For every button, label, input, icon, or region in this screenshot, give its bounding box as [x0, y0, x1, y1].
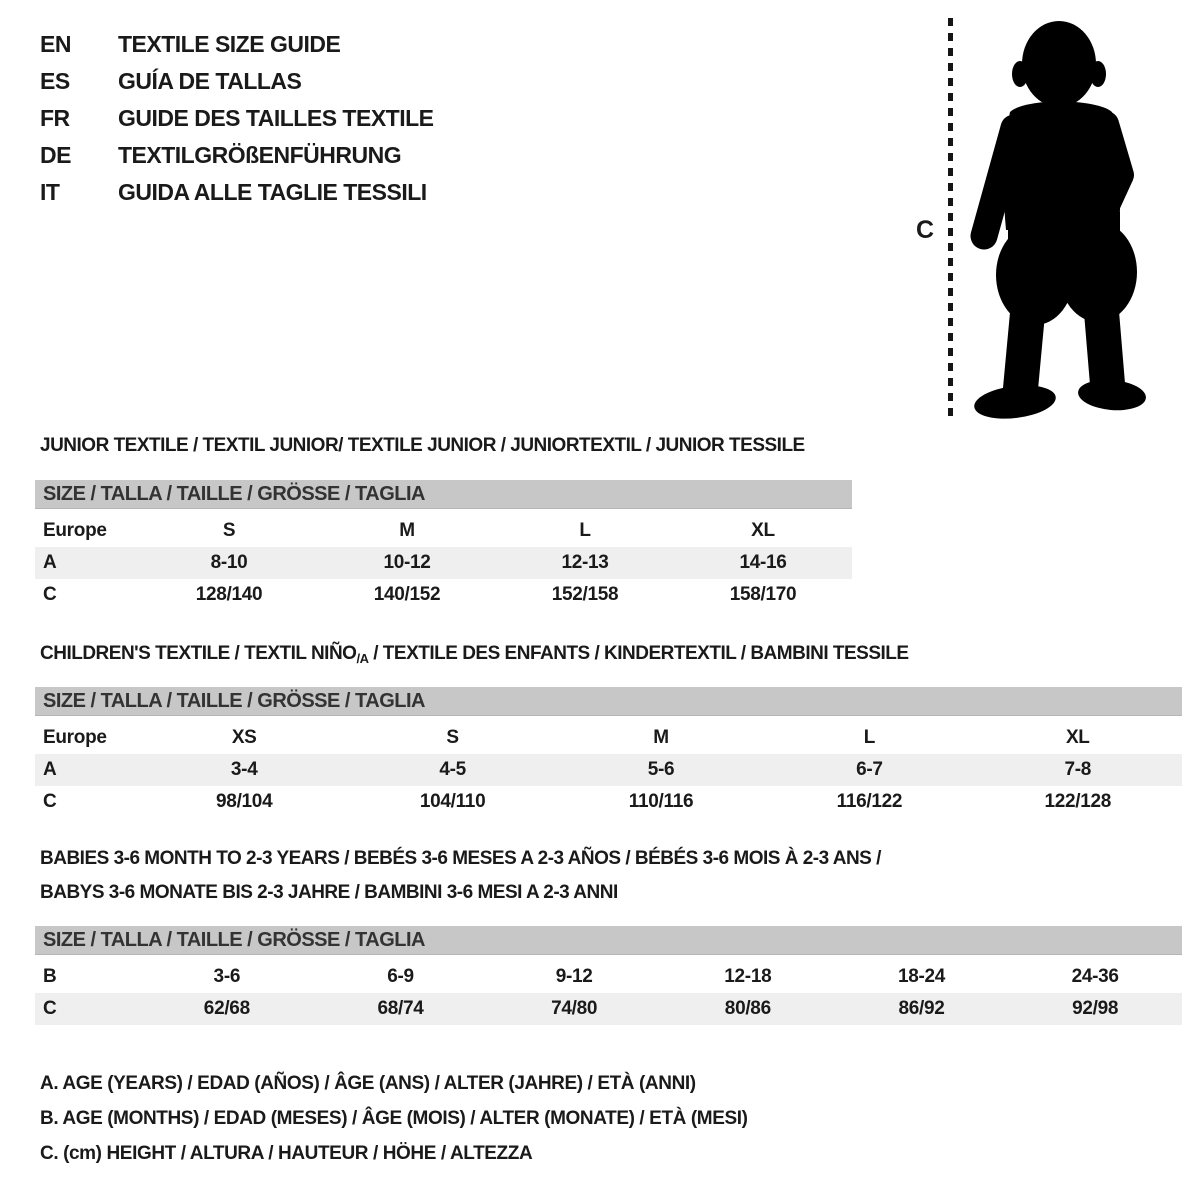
table-cell: 62/68 — [203, 998, 250, 1019]
table-cell: C — [43, 584, 57, 605]
table-cell: 122/128 — [1044, 791, 1112, 812]
language-title: GUIDE DES TAILLES TEXTILE — [118, 105, 434, 131]
children-title-pre: CHILDREN'S TEXTILE / TEXTIL NIÑO — [40, 643, 357, 664]
junior-size-table — [35, 480, 852, 611]
language-code: IT — [40, 179, 60, 205]
table-cell: XL — [751, 520, 775, 541]
table-cell: Europe — [43, 520, 107, 541]
children-section-title — [40, 643, 909, 666]
table-cell: 18-24 — [897, 966, 946, 987]
size-header-bar: SIZE / TALLA / TAILLE / GRÖSSE / TAGLIA — [35, 480, 852, 509]
table-cell: L — [863, 727, 876, 748]
junior-section-title: JUNIOR TEXTILE / TEXTIL JUNIOR/ TEXTILE JUNIOR / JUNIORTEXTIL / JUNIOR TESSILE — [40, 435, 805, 456]
table-cell: 3-6 — [213, 966, 241, 987]
table-cell: 8-10 — [210, 552, 248, 573]
table-row — [35, 579, 852, 611]
height-measure-dashed-line — [948, 18, 953, 416]
size-header-bar: SIZE / TALLA / TAILLE / GRÖSSE / TAGLIA — [35, 687, 1182, 716]
table-cell: 74/80 — [551, 998, 598, 1019]
babies-title-line2: BABYS 3-6 MONATE BIS 2-3 JAHRE / BAMBINI 3-6 MESI A 2-3 ANNI — [40, 882, 618, 903]
table-cell: 6-7 — [856, 759, 883, 780]
language-row-fr — [40, 100, 434, 137]
language-row-en — [40, 26, 434, 63]
toddler-silhouette-image — [962, 12, 1152, 422]
table-cell: 98/104 — [216, 791, 273, 812]
table-cell: XL — [1065, 727, 1090, 748]
table-row — [35, 722, 1182, 754]
table-cell: 140/152 — [373, 584, 441, 605]
table-cell: L — [579, 520, 591, 541]
table-cell: 110/116 — [628, 791, 694, 812]
table-cell: S — [222, 520, 236, 541]
table-cell: 14-16 — [739, 552, 787, 573]
table-cell: C — [43, 998, 57, 1019]
table-cell: 86/92 — [898, 998, 945, 1019]
table-cell: 5-6 — [647, 759, 675, 780]
children-title-post: / TEXTILE DES ENFANTS / KINDERTEXTIL / BAMBINI TESSILE — [368, 643, 909, 664]
legend-line-b: B. AGE (MONTHS) / EDAD (MESES) / ÂGE (MOIS) / ALTER (MONATE) / ETÀ (MESI) — [40, 1108, 748, 1129]
language-row-de — [40, 137, 434, 174]
table-cell: 80/86 — [724, 998, 771, 1019]
table-cell: 3-4 — [230, 759, 258, 780]
table-row — [35, 786, 1182, 818]
table-cell: B — [43, 966, 57, 987]
children-title-subscript: /A — [356, 651, 369, 666]
language-title: GUIDA ALLE TAGLIE TESSILI — [118, 179, 427, 205]
table-cell: 158/170 — [729, 584, 797, 605]
table-cell: M — [399, 520, 415, 541]
table-cell: 7-8 — [1064, 759, 1092, 780]
table-row — [35, 515, 852, 547]
size-header-bar: SIZE / TALLA / TAILLE / GRÖSSE / TAGLIA — [35, 926, 1182, 955]
table-cell: A — [43, 759, 57, 780]
table-row — [35, 547, 852, 579]
table-cell: 10-12 — [383, 552, 431, 573]
table-cell: 9-12 — [555, 966, 593, 987]
babies-section-title — [40, 842, 881, 910]
table-cell: A — [43, 552, 57, 573]
language-title: TEXTILE SIZE GUIDE — [118, 31, 341, 57]
language-title: TEXTILGRÖßENFÜHRUNG — [118, 142, 402, 168]
table-cell: 12-18 — [724, 966, 772, 987]
babies-size-table — [35, 926, 1182, 1025]
table-row — [35, 993, 1182, 1025]
language-code: ES — [40, 68, 70, 94]
table-cell: Europe — [43, 727, 107, 748]
children-size-table — [35, 687, 1182, 818]
language-row-es — [40, 63, 434, 100]
language-list — [40, 26, 434, 211]
table-cell: 12-13 — [561, 552, 609, 573]
height-measure-label: C — [916, 216, 935, 244]
table-cell: 152/158 — [551, 584, 619, 605]
table-cell: C — [43, 791, 57, 812]
language-code: EN — [40, 31, 71, 57]
table-cell: 116/122 — [836, 791, 903, 812]
table-cell: 128/140 — [195, 584, 263, 605]
table-cell: 6-9 — [387, 966, 414, 987]
table-cell: 68/74 — [377, 998, 424, 1019]
table-cell: XS — [231, 727, 257, 748]
language-code: DE — [40, 142, 71, 168]
legend-line-c: C. (cm) HEIGHT / ALTURA / HAUTEUR / HÖHE / ALTEZZA — [40, 1143, 533, 1164]
table-cell: 92/98 — [1072, 998, 1119, 1019]
language-code: FR — [40, 105, 70, 131]
table-cell: 104/110 — [419, 791, 486, 812]
language-title: GUÍA DE TALLAS — [118, 68, 302, 94]
table-row — [35, 754, 1182, 786]
legend-line-a: A. AGE (YEARS) / EDAD (AÑOS) / ÂGE (ANS) / ALTER (JAHRE) / ETÀ (ANNI) — [40, 1073, 696, 1094]
table-cell: S — [446, 727, 459, 748]
legend-notes — [40, 1066, 748, 1171]
language-row-it — [40, 174, 434, 211]
babies-title-line1: BABIES 3-6 MONTH TO 2-3 YEARS / BEBÉS 3-6 MESES A 2-3 AÑOS / BÉBÉS 3-6 MOIS À 2-3 ANS / — [40, 848, 881, 869]
table-cell: M — [653, 727, 669, 748]
table-row — [35, 961, 1182, 993]
table-cell: 24-36 — [1071, 966, 1119, 987]
table-cell: 4-5 — [439, 759, 466, 780]
